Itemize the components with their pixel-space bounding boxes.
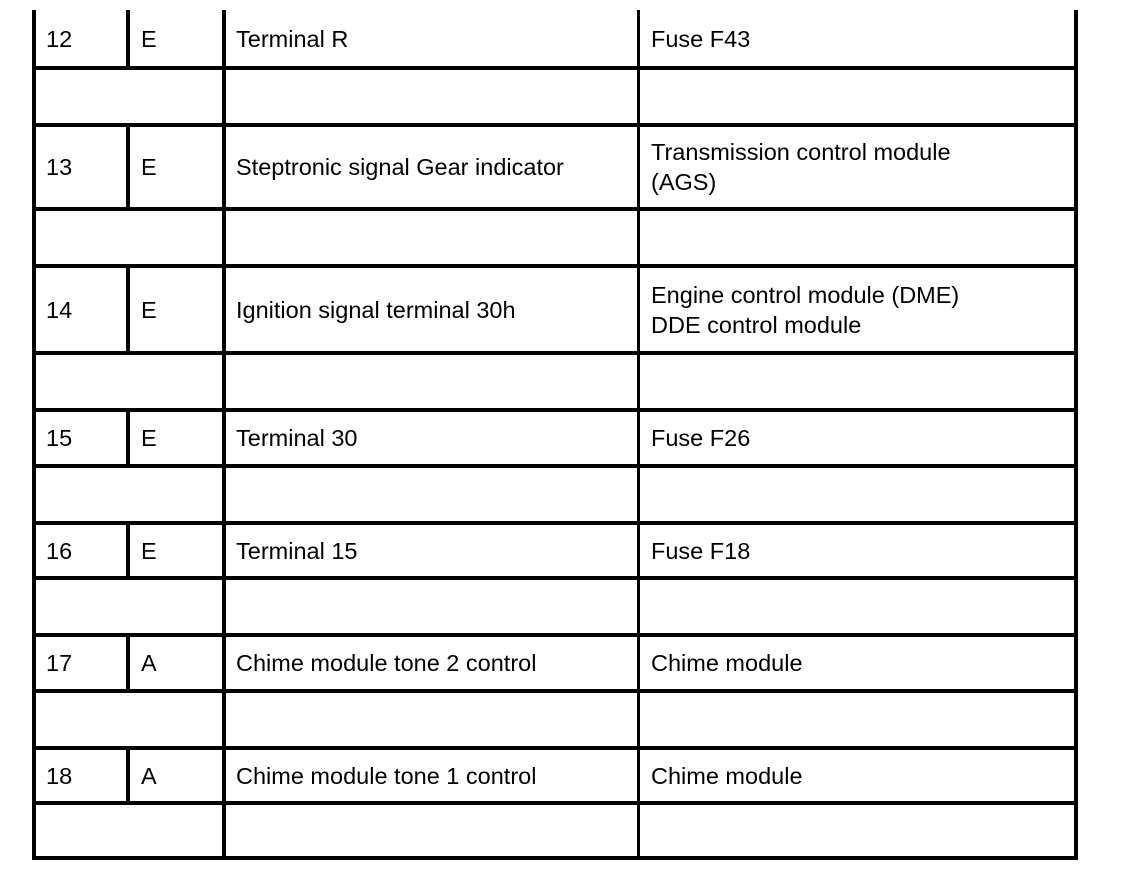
spacer-row — [32, 355, 1078, 408]
table-bottom-border — [32, 856, 1078, 860]
spacer-row — [32, 693, 1078, 746]
pin-type: E — [141, 25, 157, 52]
pin-connection-line: (AGS) — [651, 169, 717, 195]
pin-description: Terminal R — [236, 25, 349, 52]
pin-connection — [637, 412, 1078, 464]
pin-connection-line: Fuse F18 — [651, 537, 751, 564]
spacer-row — [32, 211, 1078, 264]
pin-connection — [637, 750, 1078, 801]
pin-number: 14 — [46, 296, 73, 323]
pin-number: 17 — [46, 650, 73, 676]
table-row — [32, 127, 1078, 207]
table-row — [32, 525, 1078, 576]
pin-connection — [637, 637, 1078, 689]
pin-number: 12 — [46, 25, 73, 52]
pin-connection — [637, 10, 1078, 67]
table-row — [32, 10, 1078, 67]
pin-connection — [637, 268, 1078, 351]
pin-connection-line: Chime module — [651, 650, 803, 676]
pin-description: Ignition signal terminal 30h — [236, 296, 516, 323]
pin-type: E — [141, 537, 157, 564]
pin-description: Steptronic signal Gear indicator — [236, 154, 564, 180]
table-row — [32, 637, 1078, 689]
pin-connection — [637, 525, 1078, 576]
pin-connection-line: Fuse F43 — [651, 25, 751, 52]
pin-description: Chime module tone 2 control — [236, 650, 537, 676]
pin-connection-line: Engine control module (DME) — [651, 281, 960, 308]
spacer-row — [32, 468, 1078, 521]
pin-number: 13 — [46, 154, 73, 180]
pin-description: Terminal 15 — [236, 537, 358, 564]
pin-type: A — [141, 650, 157, 676]
pin-type: A — [141, 762, 157, 789]
pin-number: 16 — [46, 537, 73, 564]
table-row — [32, 412, 1078, 464]
pin-connection-line: Fuse F26 — [651, 425, 751, 451]
table-row — [32, 750, 1078, 801]
pin-description: Chime module tone 1 control — [236, 762, 537, 789]
spacer-row — [32, 805, 1078, 856]
pin-type: E — [141, 296, 157, 323]
pin-connection-line: DDE control module — [651, 311, 862, 338]
spacer-row — [32, 580, 1078, 633]
pin-connection — [637, 127, 1078, 207]
spacer-row — [32, 70, 1078, 123]
table-row — [32, 268, 1078, 351]
pin-type: E — [141, 154, 157, 180]
pin-type: E — [141, 425, 157, 451]
pin-connection-line: Chime module — [651, 762, 803, 789]
pin-description: Terminal 30 — [236, 425, 358, 451]
pin-connection-line: Transmission control module — [651, 139, 951, 165]
pin-number: 15 — [46, 425, 73, 451]
pin-number: 18 — [46, 762, 73, 789]
